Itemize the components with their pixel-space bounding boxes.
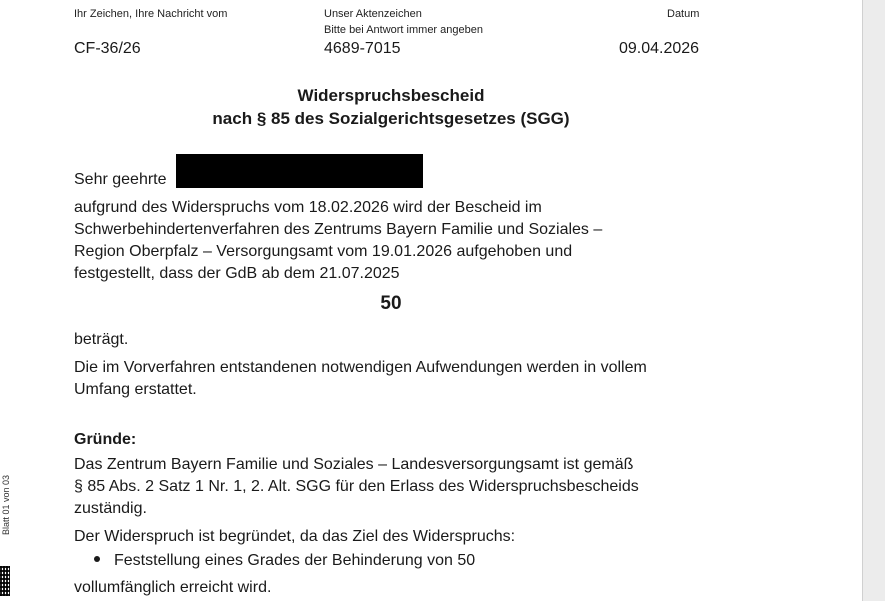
competence-line-2: § 85 Abs. 2 Satz 1 Nr. 1, 2. Alt. SGG für den Erlass des Widerspruchsbescheids <box>74 478 639 495</box>
page-edge <box>862 0 885 601</box>
bullet-item <box>94 552 475 570</box>
page-counter: Blatt 01 von 03 <box>1 474 11 535</box>
decision-line-3: Region Oberpfalz – Versorgungsamt vom 19.01.2026 aufgehoben und <box>74 243 573 260</box>
redacted-name <box>176 154 423 188</box>
file-number-hint: Bitte bei Antwort immer angeben <box>324 24 483 36</box>
salutation: Sehr geehrte <box>74 171 167 188</box>
costs-line-2: Umfang erstattet. <box>74 381 197 398</box>
reference-value: CF-36/26 <box>74 40 141 57</box>
competence-line-1: Das Zentrum Bayern Familie und Soziales – Landesversorgungsamt ist gemäß <box>74 456 634 473</box>
file-number-label: Unser Aktenzeichen <box>324 8 422 20</box>
justification: Der Widerspruch ist begründet, da das Ziel des Widerspruchs: <box>74 528 516 545</box>
decision-line-4: festgestellt, dass der GdB ab dem 21.07.2025 <box>74 265 400 282</box>
decision-line-1: aufgrund des Widerspruchs vom 18.02.2026 wird der Bescheid im <box>74 199 542 216</box>
reference-label: Ihr Zeichen, Ihre Nachricht vom <box>74 8 228 20</box>
competence-line-3: zuständig. <box>74 500 147 517</box>
date-label: Datum <box>667 8 700 20</box>
decision-line-2: Schwerbehindertenverfahren des Zentrums Bayern Familie und Soziales – <box>74 221 603 238</box>
bullet-icon <box>94 556 100 562</box>
date-value: 09.04.2026 <box>619 40 700 57</box>
costs-line-1: Die im Vorverfahren entstandenen notwendigen Aufwendungen werden in vollem <box>74 359 647 376</box>
bullet-text: Feststellung eines Grades der Behinderung von 50 <box>114 552 476 569</box>
file-number-value: 4689-7015 <box>324 40 401 57</box>
document-title <box>0 84 782 130</box>
qr-code-icon <box>0 566 10 596</box>
title-line-1: Widerspruchsbescheid <box>297 86 485 105</box>
decision-end: beträgt. <box>74 331 129 348</box>
conclusion: vollumfänglich erreicht wird. <box>74 579 272 596</box>
gdb-value: 50 <box>380 293 402 314</box>
reasons-heading: Gründe: <box>74 431 137 448</box>
title-line-2: nach § 85 des Sozialgerichtsgesetzes (SGG) <box>212 109 570 128</box>
